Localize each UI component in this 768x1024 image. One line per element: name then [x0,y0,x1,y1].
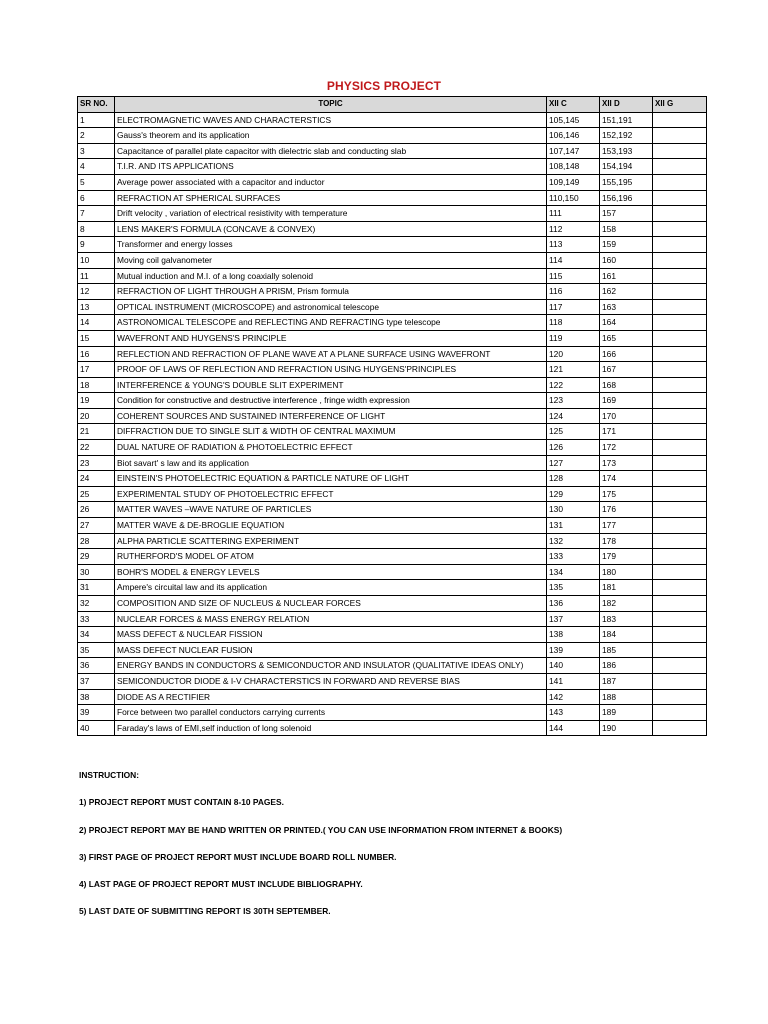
table-row [78,362,707,378]
cell-xii-c: 132 [547,533,600,549]
cell-xii-g [653,408,707,424]
cell-xii-c: 135 [547,580,600,596]
cell-topic: ASTRONOMICAL TELESCOPE and REFLECTING AND REFRACTING type telescope [115,315,547,331]
cell-xii-d: 169 [600,393,653,409]
cell-sr-no: 2 [78,128,115,144]
table-row [78,206,707,222]
cell-xii-c: 144 [547,720,600,736]
cell-xii-c: 115 [547,268,600,284]
table-row [78,673,707,689]
instruction-item: 5) LAST DATE OF SUBMITTING REPORT IS 30TH SEPTEMBER. [79,906,331,916]
cell-sr-no: 38 [78,689,115,705]
cell-sr-no: 33 [78,611,115,627]
cell-sr-no: 34 [78,627,115,643]
cell-xii-c: 143 [547,705,600,721]
table-row [78,580,707,596]
cell-xii-g [653,533,707,549]
cell-xii-d: 163 [600,299,653,315]
table-row [78,330,707,346]
table-row [78,440,707,456]
table-row [78,112,707,128]
cell-xii-d: 172 [600,440,653,456]
cell-xii-c: 105,145 [547,112,600,128]
cell-sr-no: 3 [78,143,115,159]
cell-xii-g [653,658,707,674]
table-row [78,596,707,612]
cell-topic: RUTHERFORD'S MODEL OF ATOM [115,549,547,565]
cell-topic: REFRACTION OF LIGHT THROUGH A PRISM, Prism formula [115,284,547,300]
cell-xii-c: 107,147 [547,143,600,159]
cell-xii-c: 125 [547,424,600,440]
cell-sr-no: 18 [78,377,115,393]
cell-sr-no: 36 [78,658,115,674]
cell-xii-g [653,689,707,705]
cell-sr-no: 35 [78,642,115,658]
cell-xii-d: 173 [600,455,653,471]
header-xii-c: XII C [547,97,600,113]
cell-sr-no: 10 [78,252,115,268]
table-row [78,533,707,549]
cell-sr-no: 27 [78,518,115,534]
cell-xii-d: 190 [600,720,653,736]
cell-xii-c: 128 [547,471,600,487]
cell-xii-g [653,611,707,627]
cell-topic: INTERFERENCE & YOUNG'S DOUBLE SLIT EXPERIMENT [115,377,547,393]
table-row [78,393,707,409]
cell-xii-c: 113 [547,237,600,253]
cell-xii-c: 137 [547,611,600,627]
cell-sr-no: 30 [78,564,115,580]
cell-xii-g [653,518,707,534]
cell-xii-c: 129 [547,486,600,502]
cell-topic: DIODE AS A RECTIFIER [115,689,547,705]
instruction-item: 1) PROJECT REPORT MUST CONTAIN 8-10 PAGES. [79,797,284,807]
cell-xii-d: 179 [600,549,653,565]
table-row [78,284,707,300]
cell-xii-d: 174 [600,471,653,487]
cell-xii-g [653,237,707,253]
cell-sr-no: 6 [78,190,115,206]
cell-topic: ENERGY BANDS IN CONDUCTORS & SEMICONDUCTOR AND INSULATOR (QUALITATIVE IDEAS ONLY) [115,658,547,674]
page-title: PHYSICS PROJECT [326,79,442,93]
instruction-item: 2) PROJECT REPORT MAY BE HAND WRITTEN OR PRINTED.( YOU CAN USE INFORMATION FROM INTERNET & BOOKS) [79,825,563,835]
table-row [78,408,707,424]
cell-topic: ELECTROMAGNETIC WAVES AND CHARACTERSTICS [115,112,547,128]
table-row [78,549,707,565]
cell-xii-d: 171 [600,424,653,440]
cell-topic: Condition for constructive and destructive interference , fringe width expression [115,393,547,409]
cell-xii-g [653,346,707,362]
instruction-heading: INSTRUCTION: [79,770,140,780]
table-row [78,299,707,315]
cell-xii-d: 166 [600,346,653,362]
cell-xii-d: 183 [600,611,653,627]
cell-sr-no: 4 [78,159,115,175]
cell-xii-d: 176 [600,502,653,518]
cell-xii-d: 160 [600,252,653,268]
cell-topic: Ampere's circuital law and its application [115,580,547,596]
cell-xii-d: 168 [600,377,653,393]
cell-xii-g [653,268,707,284]
cell-xii-g [653,642,707,658]
cell-topic: MASS DEFECT NUCLEAR FUSION [115,642,547,658]
cell-sr-no: 32 [78,596,115,612]
cell-xii-c: 111 [547,206,600,222]
cell-xii-d: 155,195 [600,174,653,190]
cell-topic: SEMICONDUCTOR DIODE & I-V CHARACTERSTICS IN FORWARD AND REVERSE BIAS [115,673,547,689]
table-row [78,377,707,393]
table-row [78,689,707,705]
table-row [78,720,707,736]
cell-sr-no: 15 [78,330,115,346]
cell-xii-d: 181 [600,580,653,596]
cell-sr-no: 31 [78,580,115,596]
cell-sr-no: 39 [78,705,115,721]
cell-sr-no: 17 [78,362,115,378]
cell-sr-no: 20 [78,408,115,424]
cell-xii-g [653,502,707,518]
cell-xii-d: 186 [600,658,653,674]
cell-xii-g [653,128,707,144]
table-header-row [78,97,707,113]
instruction-item: 3) FIRST PAGE OF PROJECT REPORT MUST INCLUDE BOARD ROLL NUMBER. [79,852,397,862]
cell-sr-no: 9 [78,237,115,253]
cell-xii-g [653,455,707,471]
cell-xii-c: 134 [547,564,600,580]
cell-sr-no: 21 [78,424,115,440]
instruction-item: 4) LAST PAGE OF PROJECT REPORT MUST INCLUDE BIBLIOGRAPHY. [79,879,363,889]
cell-xii-c: 139 [547,642,600,658]
cell-topic: REFLECTION AND REFRACTION OF PLANE WAVE AT A PLANE SURFACE USING WAVEFRONT [115,346,547,362]
cell-topic: OPTICAL INSTRUMENT (MICROSCOPE) and astronomical telescope [115,299,547,315]
cell-sr-no: 22 [78,440,115,456]
cell-xii-d: 159 [600,237,653,253]
cell-sr-no: 16 [78,346,115,362]
cell-xii-g [653,362,707,378]
cell-xii-g [653,673,707,689]
header-topic: TOPIC [115,97,547,113]
cell-xii-g [653,564,707,580]
table-row [78,159,707,175]
cell-xii-c: 110,150 [547,190,600,206]
cell-xii-g [653,315,707,331]
cell-topic: Gauss's theorem and its application [115,128,547,144]
cell-sr-no: 13 [78,299,115,315]
cell-xii-c: 133 [547,549,600,565]
cell-xii-g [653,549,707,565]
cell-topic: Mutual induction and M.I. of a long coaxially solenoid [115,268,547,284]
cell-xii-g [653,112,707,128]
table-row [78,705,707,721]
cell-xii-c: 126 [547,440,600,456]
table-row [78,128,707,144]
cell-xii-d: 151,191 [600,112,653,128]
header-xii-d: XII D [600,97,653,113]
cell-xii-c: 142 [547,689,600,705]
cell-topic: NUCLEAR FORCES & MASS ENERGY RELATION [115,611,547,627]
cell-xii-d: 162 [600,284,653,300]
cell-xii-d: 178 [600,533,653,549]
cell-xii-g [653,705,707,721]
cell-sr-no: 14 [78,315,115,331]
cell-topic: DIFFRACTION DUE TO SINGLE SLIT & WIDTH OF CENTRAL MAXIMUM [115,424,547,440]
cell-sr-no: 25 [78,486,115,502]
cell-xii-d: 185 [600,642,653,658]
cell-xii-c: 121 [547,362,600,378]
cell-xii-c: 118 [547,315,600,331]
cell-xii-c: 123 [547,393,600,409]
table-row [78,471,707,487]
cell-sr-no: 28 [78,533,115,549]
cell-topic: Faraday's laws of EMI,self induction of long solenoid [115,720,547,736]
table-row [78,518,707,534]
cell-xii-c: 109,149 [547,174,600,190]
cell-xii-c: 136 [547,596,600,612]
cell-xii-d: 177 [600,518,653,534]
cell-xii-g [653,143,707,159]
cell-xii-d: 158 [600,221,653,237]
project-topics-table [77,96,707,736]
table-row [78,268,707,284]
cell-xii-g [653,596,707,612]
cell-xii-d: 157 [600,206,653,222]
cell-xii-g [653,299,707,315]
cell-xii-d: 180 [600,564,653,580]
table-row [78,424,707,440]
cell-topic: LENS MAKER'S FORMULA (CONCAVE & CONVEX) [115,221,547,237]
table-row [78,502,707,518]
cell-sr-no: 19 [78,393,115,409]
header-sr-no: SR NO. [78,97,115,113]
cell-xii-d: 152,192 [600,128,653,144]
cell-sr-no: 12 [78,284,115,300]
cell-xii-c: 131 [547,518,600,534]
cell-xii-d: 184 [600,627,653,643]
cell-sr-no: 7 [78,206,115,222]
cell-xii-g [653,377,707,393]
cell-xii-g [653,440,707,456]
cell-xii-c: 114 [547,252,600,268]
cell-sr-no: 37 [78,673,115,689]
cell-xii-d: 153,193 [600,143,653,159]
cell-topic: COHERENT SOURCES AND SUSTAINED INTERFERENCE OF LIGHT [115,408,547,424]
cell-topic: MASS DEFECT & NUCLEAR FISSION [115,627,547,643]
cell-xii-g [653,720,707,736]
cell-xii-g [653,174,707,190]
table-row [78,611,707,627]
cell-sr-no: 40 [78,720,115,736]
cell-xii-d: 164 [600,315,653,331]
table-row [78,346,707,362]
cell-xii-c: 122 [547,377,600,393]
table-row [78,252,707,268]
cell-xii-c: 116 [547,284,600,300]
cell-sr-no: 11 [78,268,115,284]
cell-xii-g [653,393,707,409]
cell-topic: PROOF OF LAWS OF REFLECTION AND REFRACTION USING HUYGENS'PRINCIPLES [115,362,547,378]
cell-topic: Drift velocity , variation of electrical resistivity with temperature [115,206,547,222]
cell-xii-d: 154,194 [600,159,653,175]
cell-sr-no: 26 [78,502,115,518]
table-row [78,627,707,643]
table-row [78,174,707,190]
cell-sr-no: 1 [78,112,115,128]
cell-sr-no: 5 [78,174,115,190]
cell-xii-d: 170 [600,408,653,424]
cell-topic: Moving coil galvanometer [115,252,547,268]
cell-xii-g [653,159,707,175]
cell-xii-c: 108,148 [547,159,600,175]
cell-xii-c: 119 [547,330,600,346]
table-row [78,221,707,237]
cell-topic: COMPOSITION AND SIZE OF NUCLEUS & NUCLEAR FORCES [115,596,547,612]
cell-xii-c: 141 [547,673,600,689]
cell-xii-d: 161 [600,268,653,284]
cell-sr-no: 29 [78,549,115,565]
cell-topic: Force between two parallel conductors carrying currents [115,705,547,721]
cell-topic: Transformer and energy losses [115,237,547,253]
cell-topic: Average power associated with a capacitor and inductor [115,174,547,190]
table-row [78,315,707,331]
cell-xii-c: 138 [547,627,600,643]
cell-xii-g [653,471,707,487]
cell-topic: BOHR'S MODEL & ENERGY LEVELS [115,564,547,580]
cell-xii-d: 156,196 [600,190,653,206]
cell-xii-d: 165 [600,330,653,346]
header-xii-g: XII G [653,97,707,113]
cell-xii-d: 175 [600,486,653,502]
cell-sr-no: 24 [78,471,115,487]
table-row [78,455,707,471]
cell-sr-no: 23 [78,455,115,471]
cell-xii-d: 188 [600,689,653,705]
cell-topic: MATTER WAVE & DE-BROGLIE EQUATION [115,518,547,534]
table-row [78,486,707,502]
cell-xii-g [653,206,707,222]
table-row [78,658,707,674]
cell-xii-c: 124 [547,408,600,424]
cell-topic: EINSTEIN'S PHOTOELECTRIC EQUATION & PARTICLE NATURE OF LIGHT [115,471,547,487]
cell-xii-c: 130 [547,502,600,518]
cell-xii-g [653,486,707,502]
cell-xii-c: 140 [547,658,600,674]
cell-xii-g [653,190,707,206]
cell-xii-d: 187 [600,673,653,689]
cell-xii-d: 189 [600,705,653,721]
cell-topic: EXPERIMENTAL STUDY OF PHOTOELECTRIC EFFECT [115,486,547,502]
cell-xii-g [653,330,707,346]
cell-topic: Capacitance of parallel plate capacitor with dielectric slab and conducting slab [115,143,547,159]
cell-sr-no: 8 [78,221,115,237]
table-row [78,237,707,253]
table-row [78,143,707,159]
cell-xii-c: 117 [547,299,600,315]
cell-xii-g [653,252,707,268]
cell-xii-c: 106,146 [547,128,600,144]
table-row [78,564,707,580]
cell-xii-g [653,580,707,596]
cell-xii-c: 127 [547,455,600,471]
cell-xii-d: 182 [600,596,653,612]
table-row [78,190,707,206]
cell-xii-g [653,424,707,440]
cell-topic: ALPHA PARTICLE SCATTERING EXPERIMENT [115,533,547,549]
table-row [78,642,707,658]
cell-xii-d: 167 [600,362,653,378]
cell-topic: DUAL NATURE OF RADIATION & PHOTOELECTRIC EFFECT [115,440,547,456]
cell-topic: Biot savart' s law and its application [115,455,547,471]
cell-topic: T.I.R. AND ITS APPLICATIONS [115,159,547,175]
cell-topic: MATTER WAVES –WAVE NATURE OF PARTICLES [115,502,547,518]
cell-topic: WAVEFRONT AND HUYGENS'S PRINCIPLE [115,330,547,346]
cell-xii-c: 112 [547,221,600,237]
cell-xii-g [653,284,707,300]
cell-xii-g [653,627,707,643]
cell-xii-g [653,221,707,237]
cell-xii-c: 120 [547,346,600,362]
cell-topic: REFRACTION AT SPHERICAL SURFACES [115,190,547,206]
